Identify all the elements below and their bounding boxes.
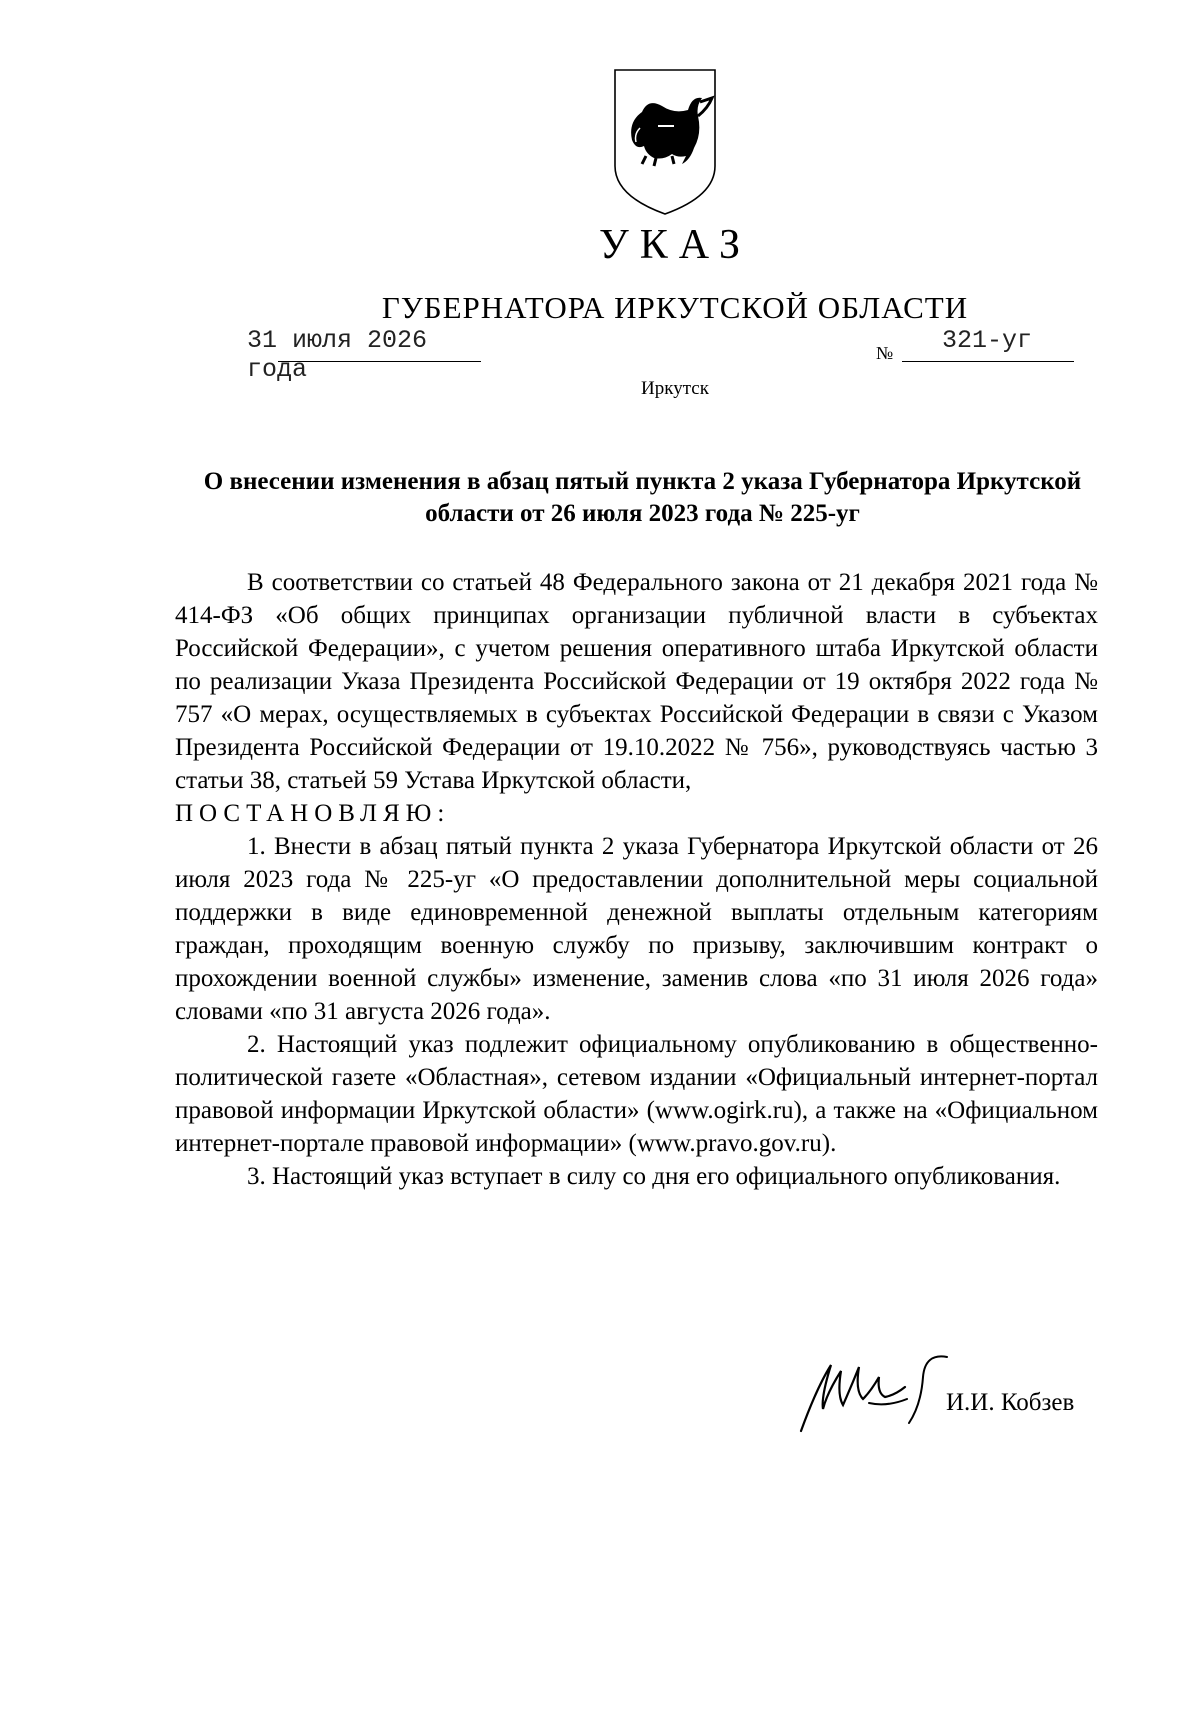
decree-word: ПОСТАНОВЛЯЮ: bbox=[175, 800, 451, 827]
decree-heading: О внесении изменения в абзац пятый пункта 2 указа Губернатора Иркутской области от 26 июля 2023 года № 225-уг bbox=[203, 468, 1082, 527]
decree-number: 321-уг bbox=[942, 326, 1033, 355]
number-underline bbox=[902, 361, 1074, 362]
decree-item-3: 3. Настоящий указ вступает в силу со дня его официального опубликования. bbox=[247, 1163, 1061, 1190]
document-subtitle: ГУБЕРНАТОРА ИРКУТСКОЙ ОБЛАСТИ bbox=[381, 290, 969, 325]
signer-name: И.И. Кобзев bbox=[946, 1389, 1075, 1416]
decree-item-2: 2. Настоящий указ подлежит официальному опубликованию в общественно-политической газете «Областная», сетевом издании «Официальный интернет-портал правовой информации Иркутской области» (www.ogirk.ru), а также на «Официальном интернет-портале правовой информации» (www.pravo.gov.ru). bbox=[175, 1031, 1098, 1157]
date-underline bbox=[278, 361, 481, 362]
decree-date: 31 июля 2026 года bbox=[247, 326, 428, 384]
coat-of-arms-icon bbox=[612, 68, 718, 216]
number-sign: № bbox=[876, 343, 894, 363]
handwritten-signature-icon bbox=[797, 1347, 949, 1435]
decree-body bbox=[175, 566, 1098, 1193]
city-name: Иркутск bbox=[641, 378, 709, 399]
decree-item-1: 1. Внести в абзац пятый пункта 2 указа Губернатора Иркутской области от 26 июля 2023 года № 225-уг «О предоставлении дополнительной меры социальной поддержки в виде единовременной денежной выплаты отдельным категориям граждан, проходящим военную службу по призыву, заключившим контракт о прохождении военной службы» изменение, заменив слова «по 31 июля 2026 года» словами «по 31 августа 2026 года». bbox=[175, 833, 1098, 1025]
document-title: УКАЗ bbox=[598, 222, 752, 268]
preamble-paragraph: В соответствии со статьей 48 Федерального закона от 21 декабря 2021 года № 414-ФЗ «Об общих принципах организации публичной власти в субъектах Российской Федерации», с учетом решения оперативного штаба Иркутской области по реализации Указа Президента Российской Федерации от 19 октября 2022 года № 757 «О мерах, осуществляемых в субъектах Российской Федерации в связи с Указом Президента Российской Федерации от 19.10.2022 № 756», руководствуясь частью 3 статьи 38, статьей 59 Устава Иркутской области, bbox=[175, 569, 1098, 794]
